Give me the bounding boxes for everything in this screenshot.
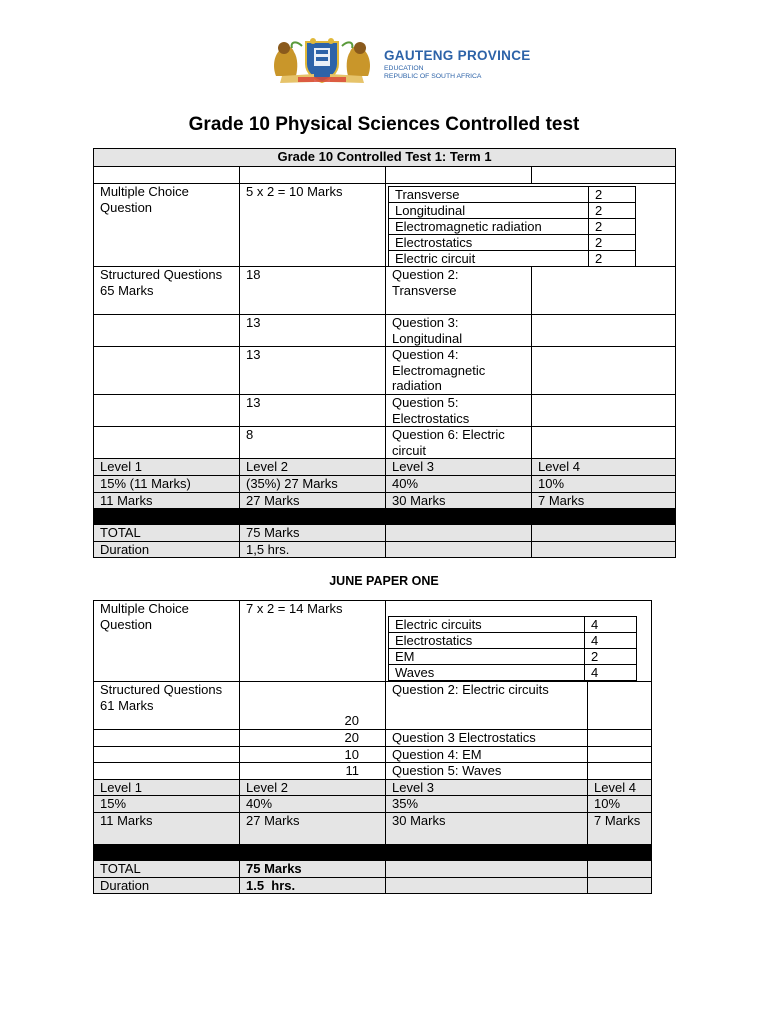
structured-label: Structured Questions 61 Marks	[94, 682, 240, 730]
level-marks: 27 Marks	[240, 812, 386, 844]
separator-row	[94, 509, 676, 525]
topic-marks: 4	[585, 665, 637, 681]
level-marks: 30 Marks	[386, 812, 588, 844]
table-row	[94, 779, 652, 796]
table-row	[94, 427, 676, 459]
topic-marks: 2	[589, 187, 636, 203]
table-title: Grade 10 Controlled Test 1: Term 1	[94, 149, 676, 167]
table-row	[94, 315, 676, 347]
topic-name: Electrostatics	[389, 633, 585, 649]
table-row	[94, 541, 676, 558]
table-row	[94, 860, 652, 877]
mcq-label: Multiple Choice Question	[94, 184, 240, 267]
table-row	[94, 525, 676, 542]
topic-marks: 2	[589, 235, 636, 251]
table-row	[94, 730, 652, 747]
total-label: TOTAL	[94, 525, 240, 542]
mcq-marks: 7 x 2 = 14 Marks	[240, 601, 386, 682]
topic-marks: 4	[585, 633, 637, 649]
mcq-topic-cell	[386, 601, 652, 682]
level-marks: 27 Marks	[240, 492, 386, 509]
june-paper-table	[93, 600, 652, 894]
question-text: Question 6: Electric circuit	[386, 427, 532, 459]
question-text: Question 2: Transverse	[386, 267, 532, 315]
topic-name: Electrostatics	[389, 235, 589, 251]
topic-marks: 2	[589, 219, 636, 235]
table-row	[94, 394, 676, 426]
level-marks: 7 Marks	[532, 492, 676, 509]
table-row	[94, 812, 652, 844]
question-text: Question 4: EM	[386, 746, 588, 763]
table-row	[94, 347, 676, 395]
question-text: Question 3: Longitudinal	[386, 315, 532, 347]
level-percent: 40%	[240, 796, 386, 813]
level-marks: 7 Marks	[588, 812, 652, 844]
province-logo	[268, 36, 568, 86]
topic-marks: 2	[589, 203, 636, 219]
question-text: Question 5: Electrostatics	[386, 394, 532, 426]
question-marks: 13	[240, 394, 386, 426]
table-row	[94, 475, 676, 492]
question-text: Question 5: Waves	[386, 763, 588, 780]
table-row	[389, 617, 637, 633]
controlled-test-table	[93, 148, 676, 558]
level-percent: 15% (11 Marks)	[94, 475, 240, 492]
question-marks: 18	[240, 267, 386, 315]
table-row	[389, 187, 636, 203]
topic-name: Transverse	[389, 187, 589, 203]
question-marks: 8	[240, 427, 386, 459]
level-label: Level 2	[240, 779, 386, 796]
question-text: Question 3 Electrostatics	[386, 730, 588, 747]
total-value: 75 Marks	[240, 860, 386, 877]
mcq-label: Multiple Choice Question	[94, 601, 240, 682]
question-marks: 13	[240, 315, 386, 347]
mcq-marks: 5 x 2 = 10 Marks	[240, 184, 386, 267]
table-row	[94, 746, 652, 763]
document-title: Grade 10 Physical Sciences Controlled test	[188, 114, 580, 135]
question-marks: 11	[240, 763, 386, 780]
total-value: 75 Marks	[240, 525, 386, 542]
level-percent: (35%) 27 Marks	[240, 475, 386, 492]
mcq-topic-table	[388, 186, 636, 267]
level-label: Level 3	[386, 459, 532, 476]
topic-name: EM	[389, 649, 585, 665]
level-label: Level 2	[240, 459, 386, 476]
topic-name: Waves	[389, 665, 585, 681]
question-marks: 10	[240, 746, 386, 763]
level-marks: 30 Marks	[386, 492, 532, 509]
mcq-topic-cell	[386, 184, 676, 267]
table-row	[94, 763, 652, 780]
topic-name: Longitudinal	[389, 203, 589, 219]
table-row	[94, 877, 652, 894]
topic-marks: 4	[585, 617, 637, 633]
level-label: Level 3	[386, 779, 588, 796]
level-label: Level 4	[588, 779, 652, 796]
duration-label: Duration	[94, 877, 240, 894]
level-percent: 10%	[588, 796, 652, 813]
level-percent: 15%	[94, 796, 240, 813]
structured-label: Structured Questions 65 Marks	[94, 267, 240, 315]
province-name: GAUTENG PROVINCE	[384, 48, 531, 63]
level-marks: 11 Marks	[94, 812, 240, 844]
topic-name: Electric circuits	[389, 617, 585, 633]
question-marks: 13	[240, 347, 386, 395]
question-marks: 20	[240, 730, 386, 747]
topic-name: Electric circuit	[389, 251, 589, 267]
table-row	[389, 633, 637, 649]
topic-marks: 2	[589, 251, 636, 267]
department-name: EDUCATION	[384, 65, 424, 72]
table-row	[94, 796, 652, 813]
coat-of-arms-icon	[268, 36, 376, 84]
table-row	[389, 649, 637, 665]
level-percent: 10%	[532, 475, 676, 492]
country-name: REPUBLIC OF SOUTH AFRICA	[384, 73, 482, 80]
table-row	[389, 251, 636, 267]
topic-name: Electromagnetic radiation	[389, 219, 589, 235]
level-label: Level 1	[94, 779, 240, 796]
table-row	[94, 459, 676, 476]
table-row	[94, 492, 676, 509]
total-label: TOTAL	[94, 860, 240, 877]
question-text: Question 2: Electric circuits	[386, 682, 588, 730]
table-row	[389, 219, 636, 235]
table-row	[94, 601, 652, 682]
table-row	[94, 267, 676, 315]
table-row	[389, 203, 636, 219]
level-label: Level 4	[532, 459, 676, 476]
mcq-topic-table	[388, 616, 637, 681]
level-percent: 35%	[386, 796, 588, 813]
topic-marks: 2	[585, 649, 637, 665]
question-marks: 20	[240, 682, 386, 730]
table-row	[389, 235, 636, 251]
level-label: Level 1	[94, 459, 240, 476]
table-row	[389, 665, 637, 681]
table-row	[94, 682, 652, 730]
separator-row	[94, 844, 652, 860]
duration-value: 1.5 hrs.	[240, 877, 386, 894]
level-marks: 11 Marks	[94, 492, 240, 509]
duration-value: 1,5 hrs.	[240, 541, 386, 558]
level-percent: 40%	[386, 475, 532, 492]
question-text: Question 4: Electromagnetic radiation	[386, 347, 532, 395]
duration-label: Duration	[94, 541, 240, 558]
section-heading: JUNE PAPER ONE	[329, 574, 439, 588]
